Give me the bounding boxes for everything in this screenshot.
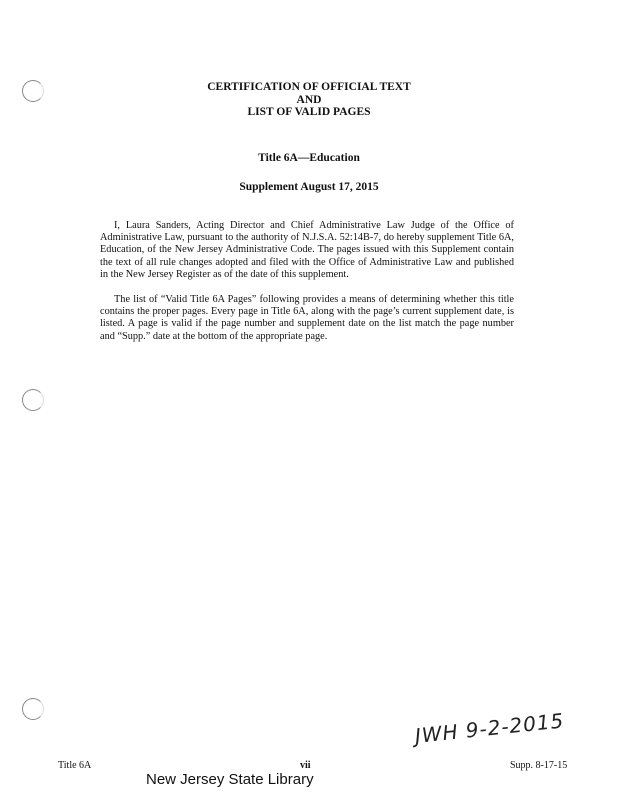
heading-line-1: CERTIFICATION OF OFFICIAL TEXT — [207, 81, 411, 93]
footer-supplement-date: Supp. 8-17-15 — [510, 760, 568, 771]
certification-paragraph: I, Laura Sanders, Acting Director and Chief Administrative Law Judge of the Office of Administrative Law, pursuant to the authority of N.J.S.A. 52:14B-7, do hereby supplement Title 6A, Education, of the New Jersey Administrative Code. The pages issued with this Supplement contain the text of all rule changes adopted and filed with the Office of Administrative Law and published in the New Jersey Register as of the date of this supplement. — [100, 220, 514, 280]
heading-line-2: AND — [296, 93, 322, 106]
footer-page-number: vii — [300, 760, 311, 771]
title-heading: Title 6A—Education — [258, 152, 360, 164]
heading-line-3: LIST OF VALID PAGES — [247, 106, 371, 118]
punch-hole-icon — [22, 698, 44, 720]
certification-heading — [0, 81, 618, 119]
handwritten-initials-date: JWH 9-2-2015 — [413, 708, 566, 748]
library-stamp: New Jersey State Library — [146, 771, 314, 788]
supplement-heading: Supplement August 17, 2015 — [239, 181, 379, 193]
punch-hole-icon — [22, 389, 44, 411]
footer-title: Title 6A — [58, 760, 92, 771]
valid-pages-paragraph: The list of “Valid Title 6A Pages” following provides a means of determining whether this title contains the proper pages. Every page in Title 6A, along with the page’s current supplement date, is listed. A page is valid if the page number and supplement date on the list match the page number and “Supp.” date at the bottom of the appropriate page. — [100, 294, 514, 342]
